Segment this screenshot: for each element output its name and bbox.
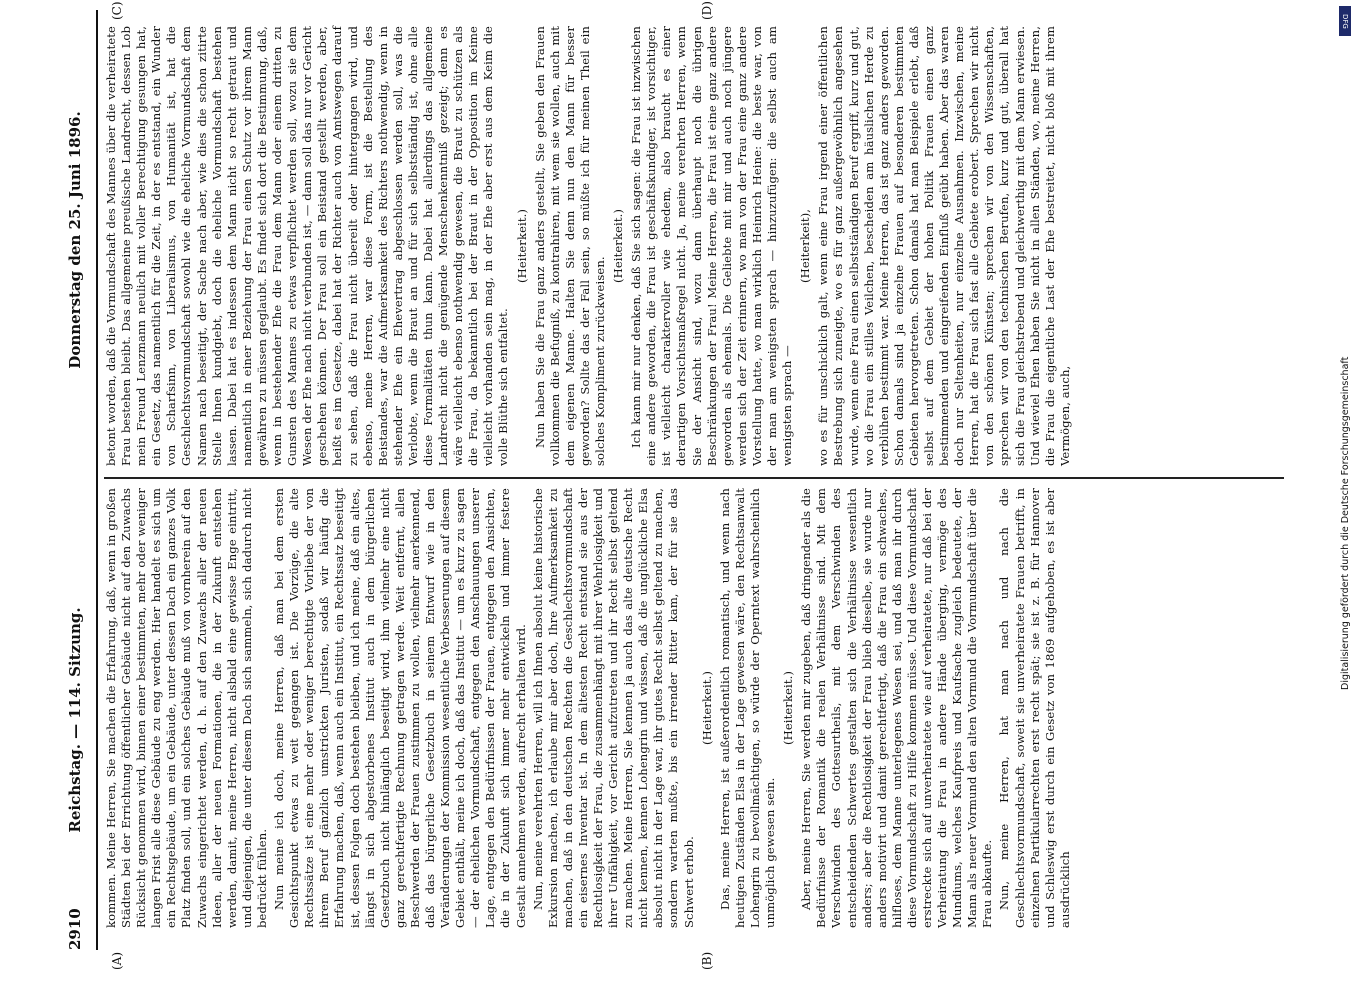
laughter-note: (Heiterkeit.) (699, 670, 714, 746)
right-running-title: Donnerstag den 25. Juni 1896. (66, 111, 84, 369)
margin-mark-a: (A) (110, 951, 124, 970)
laughter-note: (Heiterkeit.) (781, 670, 796, 746)
left-paragraph: Das, meine Herren, ist außerordentlich romantisch, und wenn nach heutigen Zuständen Elsa in der Lage gewesen wäre, den Rechtsanwalt Lohengrin zu bevollmächtigen, so würde der Operntext wahrscheinlich unmöglich gewesen sein. (717, 488, 778, 928)
page-number: 2910 (66, 908, 84, 950)
column-divider (104, 478, 1284, 480)
left-paragraph: Nun, meine verehrten Herren, will ich Ihnen absolut keine historische Exkursion machen, ich erlaube mir aber doch, Ihre Aufmerksamkeit zu machen, daß in den deutschen Rechten die Geschlechtsvormundschaft ein eisernes Inventar ist. In dem ältesten Recht entstand sie aus der Rechtlosigkeit der Frau, die zusammenhängt mit ihrer Wehrlosigkeit und ihrer Unfähigkeit, vor Gericht aufzutreten und ihr Recht selbst geltend zu machen. Meine Herren, Sie kennen ja auch das alte deutsche Recht nicht kennen, kennen Lohengrin und wissen, daß die unglückliche Elsa absolut nicht in der Lage war, ihr gutes Recht selbst geltend zu machen, sondern warten mußte, bis ein irrender Ritter kam, der für sie das Schwert erhob. (530, 488, 696, 928)
right-paragraph: Nun haben Sie die Frau ganz anders gestellt, Sie geben den Frauen vollkommen die Befugniß, zu kontrahiren, mit wem sie wollen, auch mit dem eigenen Manne. Halten Sie denn nun den Mann für besser geworden? Sollte das der Fall sein, so müßte ich für meinen Theil ein solches Kompliment zurückweisen. (532, 26, 607, 466)
laughter-note: (Heiterkeit.) (514, 208, 529, 284)
left-running-title: Reichstag. — 114. Sitzung. (66, 607, 84, 833)
left-paragraph: Nun meine ich doch, meine Herren, daß man bei dem ersten Gesichtspunkt etwas zu weit gegangen ist. Die Vorzüge, die alte Rechtssätze ist eine mehr oder weniger berechtigte Vorliebe der von ihrem Beruf gänzlich umstrickten Juristen, sodaß wir häufig die Erfahrung machen, daß, wenn auch ein Institut, ein Rechtssatz beseitigt ist, dessen Folgen doch bestehen bleiben, und ich meine, daß ein altes, längst in sich abgestorbenes Institut auch in dem bürgerlichen Gesetzbuch nicht hinlänglich beseitigt wird, ihm vielmehr eine nicht ganz gerechtfertigte Rechnung getragen werde. Weit entfernt, allen Beschwerden der Frauen zustimmen zu wollen, vielmehr anerkennend, daß das bürgerliche Gesetzbuch in seinem Entwurf wie in den Veränderungen der Kommission wesentliche Verbesserungen auf diesem Gebiet enthält, meine ich doch, daß das Institut — um es kurz zu sagen — der ehelichen Vormundschaft, entgegen den Anschauungen unserer Lage, entgegen den Bedürfnissen der Frauen, entgegen den Ansichten, die in der Zukunft sich immer mehr entwickeln und immer festere Gestalt annehmen werden, aufrecht erhalten wird. (272, 488, 528, 928)
right-paragraph: Ich kann mir nur denken, daß Sie sich sagen: die Frau ist inzwischen eine andere geworden, die Frau ist geschäftskundiger, ist vorsichtiger, ist vielleicht charaktervoller wie ehedem, also braucht es einer derartigen Vorsichtsmaßregel nicht. Ja, meine verehrten Herren, wenn Sie der Ansicht sind, wozu dann überhaupt noch die übrigen Beschränkungen der Frau! Meine Herren, die Frau ist eine ganz andere geworden als ehemals. Die Geliebte mit mir und auch noch jüngere werden sich der Zeit erinnern, wo man von der Frau eine ganz andere Vorstellung hatte, wo man wirklich Heinrich Heine: die beste war, von der man am wenigsten sprach — hinzuzufügen: die selbst auch am wenigsten sprach — (629, 26, 795, 466)
digitization-credit: Digitalisierung gefördert durch die Deutsche Forschungsgemeinschaft (1340, 356, 1351, 690)
right-column (104, 26, 1284, 466)
left-paragraph: Aber, meine Herren, Sie werden mir zugeben, daß dringender als die Bedürfnisse der Romantik die realen Verhältnisse sind. Mit dem Verschwinden des Gottesurtheils, mit dem Verschwinden des entscheidenden Schwertes gestalten sich die Verhältnisse wesentlich anders; aber die Rechtlosigkeit der Frau blieb dieselbe, sie wurde nur anders motivirt und damit gerechtfertigt, daß die Frau ein schwaches, hilfloses, dem Manne unterlegenes Wesen sei, und daß man ihr durch diese Vormundschaft zu Hilfe kommen müsse. Und diese Vormundschaft erstreckte sich auf unverheiratete wie auf verheiratete, nur daß bei der Verheiratung die Frau in andere Hände überging, vermöge des Mundiums, welches Kaufpreis und Kaufsache zugleich bedeutete, der Mann als neuer Vormund den alten Vormund die Vormundschaft über die Frau abkaufte. (799, 488, 995, 928)
laughter-note: (Heiterkeit.) (611, 208, 626, 284)
margin-mark-b: (B) (700, 951, 714, 970)
dfg-logo: DFG (1339, 6, 1351, 36)
rotated-page (60, 1, 1290, 970)
laughter-note: (Heiterkeit), (798, 208, 813, 284)
left-paragraph: kommen. Meine Herren, Sie machen die Erfahrung, daß, wenn in großen Städten bei der Errichtung öffentlicher Gebäude nicht auf den Zuwachs Rücksicht genommen wird, binnen einer bestimmten, mehr oder weniger langen Frist alle diese Gebäude zu eng werden. Hier handelt es sich um ein Rechtsgebäude, um ein Gebäude, unter dessen Dach ein ganzes Volk Platz finden soll, und ein solches Gebäude muß von vornherein auf den Zuwachs eingerichtet werden, d. h. auf den Zuwachs aller der neuen Ideen, aller der neuen Formationen, die in der Zukunft entstehen werden, damit, meine Herren, nicht alsbald eine gewisse Enge eintritt, und diejenigen, die unter diesem Dach sich sammeln, sich dadurch nicht bedrückt fühlen. (104, 488, 269, 928)
left-column (104, 488, 1284, 928)
header-rule (96, 10, 98, 950)
margin-mark-c: (C) (110, 1, 124, 20)
running-head (60, 10, 94, 950)
left-paragraph: Nun, meine Herren, hat man nach und nach die Geschlechtsvormundschaft, soweit sie unverheiratete Frauen betrifft, in einzelnen Partikularrechten erst recht spät; sie ist z. B. für Hannover und Schleswig erst durch ein Gesetz von 1869 aufgehoben, es ist aber ausdrücklich (997, 488, 1072, 928)
right-paragraph: wo es für unschicklich galt, wenn eine Frau irgend einer öffentlichen Bestrebung sich zuneigte, wo es für ganz außergewöhnlich angesehen wurde, wenn eine Frau einen selbstständigen Beruf ergriff, kurz und gut, wo die Frau ein stilles Veilchen, bescheiden am häuslichen Herde zu verblühen bestimmt war. Meine Herren, das ist ganz anders geworden. Schon damals sind ja einzelne Frauen auf besonderen bestimmten Gebieten hervorgetreten. Schon damals hat man Beispiele erlebt, daß selbst auf dem Gebiet der hohen Politik Frauen einen ganz bestimmenden und eingreifenden Einfluß geübt haben. Aber das waren doch nur Seltenheiten, nur einzelne Ausnahmen. Inzwischen, meine Herren, hat die Frau sich fast alle Gebiete erobert. Sprechen wir nicht von den schönen Künsten; sprechen wir von den Wissenschaften, sprechen wir von den technischen Berufen, kurz und gut, überall hat sich die Frau gleichstrebend und gleichwerthig mit dem Mann erwiesen. Und wieviel Ehen haben Sie nicht in allen Ständen, wo, meine Herren, die Frau die eigentliche Last der Ehe bestreitet, nicht bloß mit ihrem Vermögen, auch, (816, 26, 1072, 466)
right-paragraph: betont worden, daß die Vormundschaft des Mannes über die verheiratete Frau bestehen bleibt. Das allgemeine preußische Landrecht, dessen Lob mein Freund Lenzmann neulich mit voller Berechtigung gesungen hat, ein Gesetz, das namentlich für die Zeit, in der es entstand, ein Wunder von Scharfsinn, von Liberalismus, von Humanität ist, hat die Geschlechtsvormundschaft sowohl wie die eheliche Vormundschaft dem Namen nach beseitigt, der Sache nach aber, wie dies die schon zitirte Stelle Ihnen kundgiebt, doch die eheliche Vormundschaft bestehen lassen. Dabei hat es indessen dem Mann nicht so recht getraut und namentlich in einer Beziehung der Frau einen Schutz vor ihrem Mann gewähren zu müssen geglaubt. Es findet sich dort die Bestimmung, daß, wenn in bestehender Ehe die Frau dem Mann oder einem dritten zu Gunsten des Mannes zu etwas verpflichtet werden soll, wozu sie dem Wesen der Ehe nach nicht verbunden ist, — dann soll das nur vor Gericht geschehen können. Der Frau soll ein Beistand gestellt werden, aber, heißt es im Gesetze, dabei hat der Richter auch von Amtswegen darauf zu sehen, daß die Frau nicht übereilt oder hintergangen wird, und ebenso, meine Herren, war diese Form, ist die Bestellung des Beistandes, war die Aufmerksamkeit des Richters nothwendig, wenn in stehender Ehe ein Ehevertrag abgeschlossen werden soll, was die Verlobte, wenn die Braut an und für sich selbstständig ist, ohne alle diese Formalitäten thun kann. Dabei hat allerdings das allgemeine Landrecht nicht die genügende Menschenkenntniß gezeigt; denn es wäre vielleicht ebenso nothwendig gewesen, die Braut zu schützen als die Frau, da bekanntlich bei der Braut in der Opposition im Keime vielleicht vorhanden sein mag, in der Ehe aber erst aus dem Keim die volle Blüthe sich entfaltet. (104, 26, 511, 466)
margin-mark-d: (D) (700, 1, 714, 20)
